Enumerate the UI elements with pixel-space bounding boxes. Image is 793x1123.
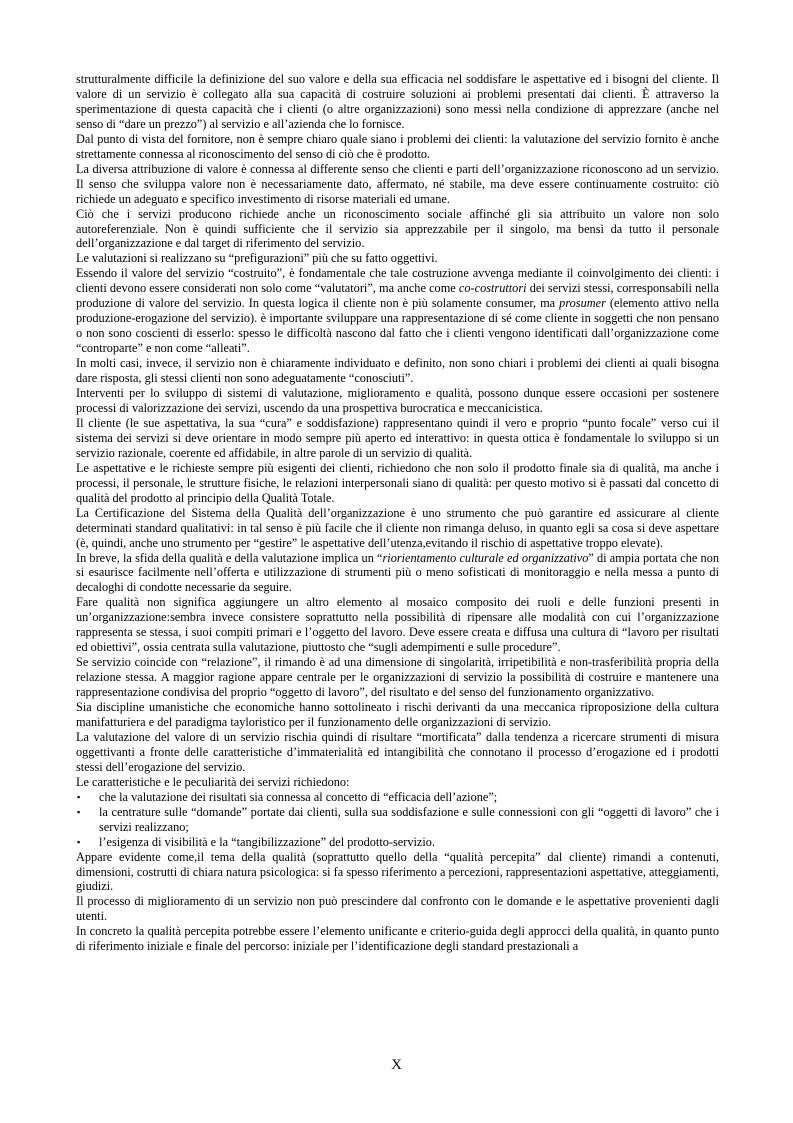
paragraph [76, 730, 719, 775]
square-bullet-icon: ▪ [77, 836, 81, 847]
italic-run: prosumer [559, 296, 606, 311]
italic-run: co-costruttori [458, 281, 527, 296]
paragraph [76, 72, 719, 132]
paragraph [76, 356, 719, 386]
text-run: (elemento attivo nella produzione-erogazione del servizio). è importante sviluppare una rappresentazione di sé come cliente in soggetti che non pensano o non sono coscienti di esserlo: spesso le difficoltà nascono dal fatto che i clienti vengono identificati dall’organizzazione come “controparte” e non come “alleati”. [76, 296, 719, 356]
paragraph [76, 551, 719, 596]
square-bullet-icon: ▪ [77, 806, 81, 817]
text-run: La Certificazione del Sistema della Qualità dell’organizzazione è uno strumento che può garantire ed assicurare al cliente determinati standard qualitativi: in tal senso è più facile che il cliente non rimanga deluso, in quanto egli sa cosa si deve aspettare (è, quindi, anche uno strumento per “gestire” le aspettative dell’utenza,evitando il rischio di aspettative troppo elevate). [76, 505, 719, 550]
text-run: Sia discipline umanistiche che economiche hanno sottolineato i rischi derivanti da una meccanica riproposizione della cultura manifatturiera e del paradigma tayloristico per il funzionamento delle organizzazioni di servizio. [76, 700, 719, 729]
text-run: strutturalmente difficile la definizione del suo valore e della sua efficacia nel soddisfare le aspettative ed i bisogni del cliente. Il valore di un servizio è collegato alla sua capacità di costruire soluzioni ai problemi presentati dai clienti. È attraverso la sperimentazione di questa capacità che i clienti (o altre organizzazioni) sono messi nella condizione di apprezzare (anche nel senso di “dare un prezzo”) al servizio e all’azienda che lo fornisce. [76, 72, 719, 131]
paragraph [76, 386, 719, 416]
text-run: Le valutazioni si realizzano su “prefigurazioni” più che su fatto oggettivi. [76, 251, 438, 266]
text-run: Essendo il valore del servizio “costruito”, è fondamentale che tale costruzione avvenga mediante il coinvolgimento dei clienti: i clienti devono essere considerati non solo come “valutatori”, ma anche come [76, 266, 719, 296]
text-run: Fare qualità non significa aggiungere un altro elemento al mosaico composito dei ruoli e delle funzioni presenti in un’organizzazione:sembra invece consistere soprattutto nella possibilità di ripensare alle modalità con cui l’organizzazione rappresenta se stessa, i suoi compiti primari e l’oggetto del lavoro. Deve essere creata e diffusa una cultura di “lavoro per risultati ed obiettivi”, ossia centrata sulla valutazione, piuttosto che “sugli adempimenti e sulle procedure”. [76, 595, 719, 655]
list-item-text: l’esigenza di visibilità e la “tangibilizzazione” del prodotto-servizio. [99, 834, 435, 849]
text-run: Dal punto di vista del fornitore, non è sempre chiaro quale siano i problemi dei clienti: la valutazione del servizio fornito è anche strettamente connessa al riconoscimento del senso di ciò che è prodotto. [76, 131, 719, 161]
italic-run: riorientamento culturale ed organizzativo [382, 550, 589, 565]
paragraph [76, 251, 719, 266]
paragraph-group-main [76, 72, 719, 790]
requirements-list [76, 790, 719, 850]
paragraph [76, 266, 719, 356]
text-run: In breve, la sfida della qualità e della valutazione implica un “ [76, 550, 383, 565]
paragraph-group-closing [76, 850, 719, 955]
page-number: X [391, 1057, 402, 1073]
text-run: Il cliente (le sue aspettativa, la sua “cura” e soddisfazione) rappresentano quindi il vero e proprio “punto focale” verso cui il sistema dei servizi si deve orientare in modo sempre più aperto ed interattivo: in questa ottica è fondamentale lo sviluppo si un servizio razionale, coerente ed affidabile, in altre parole di un servizio di qualità. [76, 415, 719, 460]
text-run: ” di ampia portata che non si esaurisce facilmente nell’offerta e utilizzazione di strumenti più o meno sofisticati di monitoraggio e nella messa a punto di decaloghi di condotte necessarie da seguire. [76, 550, 720, 595]
list-item [76, 790, 719, 805]
paragraph [76, 132, 719, 162]
paragraph [76, 700, 719, 730]
paragraph [76, 506, 719, 551]
paragraph: Il processo di miglioramento di un servizio non può prescindere dal confronto con le domande e le aspettative provenienti dagli utenti. [76, 894, 719, 924]
list-item-text: la centrature sulle “domande” portate dai clienti, sulla sua soddisfazione e sulle connessioni con gli “oggetti di lavoro” che i servizi realizzano; [99, 804, 719, 834]
text-run: Se servizio coincide con “relazione”, il rimando è ad una dimensione di singolarità, irripetibilità e non-trasferibilità propria della relazione stessa. A maggior ragione appare centrale per le organizzazioni di servizio la possibilità di costruire e mantenere una rappresentazione condivisa del proprio “oggetto di lavoro”, del risultato e del senso del funzionamento organizzativo. [76, 655, 719, 700]
text-run: Interventi per lo sviluppo di sistemi di valutazione, miglioramento e qualità, possono dunque essere occasioni per sostenere processi di valorizzazione dei servizi, uscendo da una prospettiva burocratica e meccanicistica. [76, 386, 719, 415]
list-item [76, 835, 719, 850]
text-run: Le caratteristiche e le peculiarità dei servizi richiedono: [76, 774, 350, 789]
paragraph [76, 595, 719, 655]
text-run: La diversa attribuzione di valore è connessa al differente senso che clienti e parti dell’organizzazione riconoscono ad un servizio. Il senso che sviluppa valore non è necessariamente dato, affermato, né stabile, ma deve essere continuamente costruito: ciò richiede un adeguato e specifico investimento di risorse materiali ed umane. [76, 161, 719, 206]
text-run: Le aspettative e le richieste sempre più esigenti dei clienti, richiedono che non solo il prodotto finale sia di qualità, ma anche i processi, il personale, le strutture fisiche, le relazioni interpersonali siano di qualità: per questo motivo si è passati dal concetto di qualità del prodotto al principio della Qualità Totale. [76, 460, 719, 505]
text-run: In molti casi, invece, il servizio non è chiaramente individuato e definito, non sono chiari i problemi dei clienti ai quali bisogna dare risposta, gli stessi clienti non sono adeguatamente “conosciuti”. [76, 356, 719, 386]
paragraph [76, 775, 719, 790]
paragraph [76, 655, 719, 700]
list-item-text: che la valutazione dei risultati sia connessa al concetto di “efficacia dell’azione”; [99, 789, 498, 804]
body-text [76, 72, 719, 954]
list-item [76, 805, 719, 835]
text-run: dei servizi stessi, corresponsabili nella produzione di valore del servizio. In questa logica il cliente non è più solamente consumer, ma [76, 281, 719, 311]
paragraph [76, 416, 719, 461]
paragraph [76, 207, 719, 252]
square-bullet-icon: ▪ [77, 791, 81, 802]
paragraph: In concreto la qualità percepita potrebbe essere l’elemento unificante e criterio-guida degli approcci della qualità, in quanto punto di riferimento iniziale e finale del percorso: iniziale per l’identificazione degli standard prestazionali a [76, 924, 719, 954]
text-run: La valutazione del valore di un servizio rischia quindi di risultare “mortificata” dalla tendenza a ricercare strumenti di misura oggettivanti a fronte delle caratteristiche d’immaterialità ed intangibilità che connotano il processo d’erogazione ed i prodotti stessi dell’erogazione del servizio. [76, 729, 719, 774]
paragraph: Appare evidente come,il tema della qualità (soprattutto quello della “qualità percepita” dal cliente) rimandi a contenuti, dimensioni, costrutti di chiara natura psicologica: si fa spesso riferimento a percezioni, rappresentazioni aspettative, atteggiamenti, giudizi. [76, 849, 719, 894]
text-run: Ciò che i servizi producono richiede anche un riconoscimento sociale affinché gli sia attribuito un valore non solo autoreferenziale. Non è quindi sufficiente che il servizio sia apprezzabile per il singolo, ma bensì da tutto il personale dell’organizzazione e dal target di riferimento del servizio. [76, 206, 719, 251]
paragraph [76, 461, 719, 506]
paragraph [76, 162, 719, 207]
